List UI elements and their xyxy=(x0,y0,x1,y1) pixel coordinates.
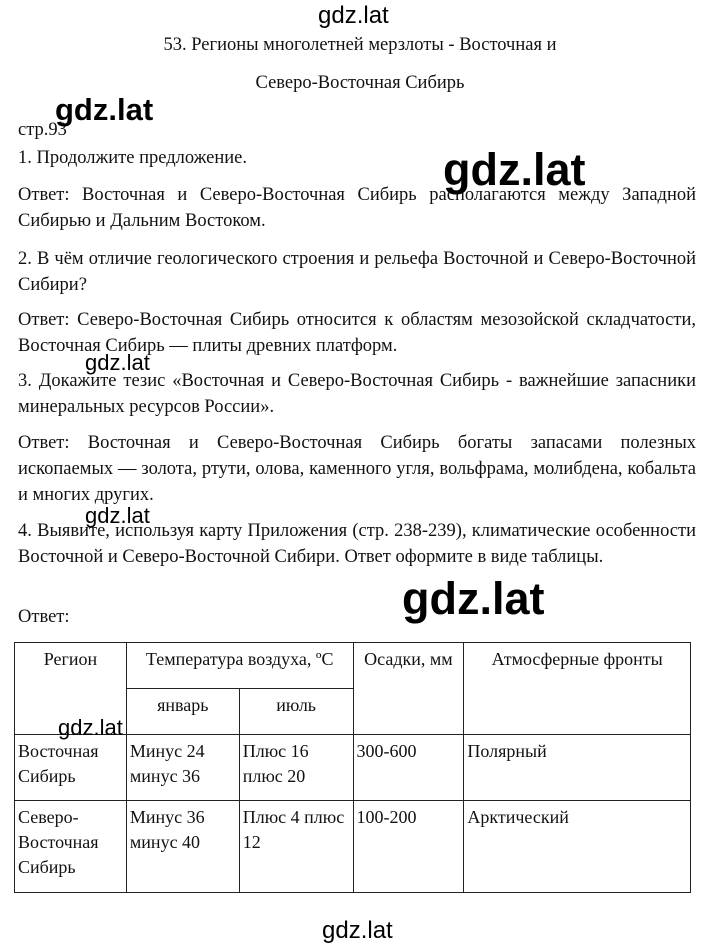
answer-2: Ответ: Северо-Восточная Сибирь относится к областям мезозойской складчатости, Восточная Сибирь — плиты древних платформ. xyxy=(18,310,696,356)
cell-precipitation: 100-200 xyxy=(353,801,464,893)
header-july: июль xyxy=(239,689,353,735)
table-header-row xyxy=(15,643,691,689)
table-row xyxy=(15,801,691,893)
header-temperature: Температура воздуха, ºС xyxy=(126,643,353,689)
cell-january: Минус 36 минус 40 xyxy=(126,801,239,893)
cell-region: Северо-Восточная Сибирь xyxy=(15,801,127,893)
watermark: gdz.lat xyxy=(85,350,150,375)
answer-1: Ответ: Восточная и Северо-Восточная Сибирь располагаются между Западной Сибирью и Дальним Востоком. xyxy=(18,185,696,231)
climate-table xyxy=(14,642,691,893)
cell-july: Плюс 16 плюс 20 xyxy=(239,735,353,801)
question-3: 3. Докажите тезис «Восточная и Северо-Восточная Сибирь - важнейшие запасники минеральных ресурсов России». xyxy=(18,371,696,417)
cell-region: Восточная Сибирь xyxy=(15,735,127,801)
watermark: gdz.lat xyxy=(443,144,586,195)
question-1: 1. Продолжите предложение. xyxy=(18,148,248,168)
watermark: gdz.lat xyxy=(318,2,389,29)
header-precipitation: Осадки, мм xyxy=(353,643,464,735)
watermark: gdz.lat xyxy=(402,573,545,624)
watermark: gdz.lat xyxy=(322,917,393,944)
table-row xyxy=(15,735,691,801)
document-title-line-2: Северо-Восточная Сибирь xyxy=(255,73,465,93)
watermark: gdz.lat xyxy=(85,503,150,528)
cell-january: Минус 24 минус 36 xyxy=(126,735,239,801)
question-2: 2. В чём отличие геологического строения и рельефа Восточной и Северо-Восточной Сибири? xyxy=(18,249,696,295)
answer-3: Ответ: Восточная и Северо-Восточная Сибирь богаты запасами полезных ископаемых — золота, ртути, олова, каменного угля, вольфрама, молибдена, кобальта и многих других. xyxy=(18,433,696,505)
cell-precipitation: 300-600 xyxy=(353,735,464,801)
cell-july: Плюс 4 плюс 12 xyxy=(239,801,353,893)
question-4: 4. Выявите, используя карту Приложения (стр. 238-239), климатические особенности Восточной и Северо-Восточной Сибири. Ответ оформите в виде таблицы. xyxy=(18,521,696,567)
cell-fronts: Арктический xyxy=(464,801,691,893)
watermark: gdz.lat xyxy=(55,92,154,127)
answer-4-label: Ответ: xyxy=(18,607,70,627)
watermark: gdz.lat xyxy=(58,715,123,740)
document-title-line-1: 53. Регионы многолетней мерзлоты - Восточная и xyxy=(163,35,557,55)
page-reference: стр.93 xyxy=(18,120,67,140)
header-january: январь xyxy=(126,689,239,735)
cell-fronts: Полярный xyxy=(464,735,691,801)
header-region: Регион xyxy=(15,643,127,735)
header-fronts: Атмосферные фронты xyxy=(464,643,691,735)
